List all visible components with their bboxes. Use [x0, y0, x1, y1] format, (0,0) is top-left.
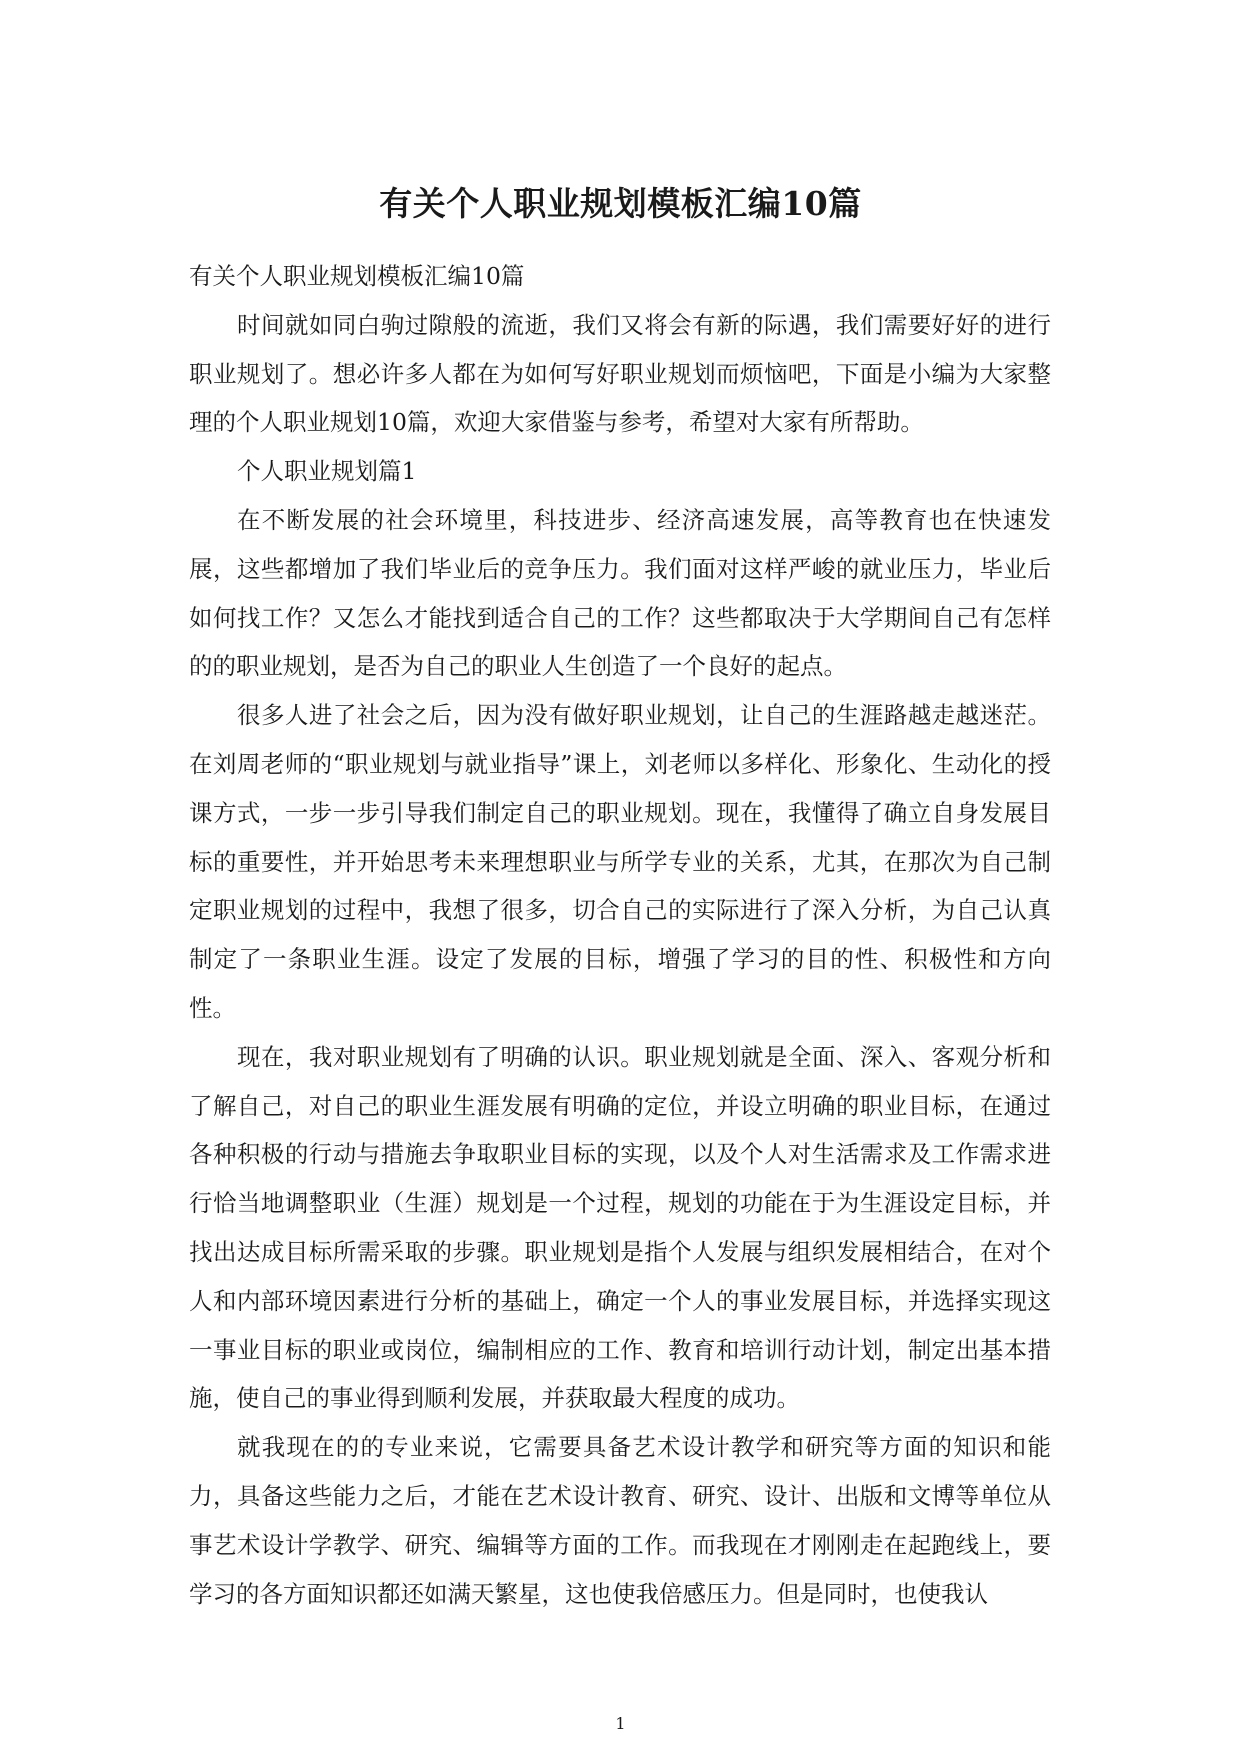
intro-paragraph: 时间就如同白驹过隙般的流逝，我们又将会有新的际遇，我们需要好好的进行职业规划了。想必许多人都在为如何写好职业规划而烦恼吧，下面是小编为大家整理的个人职业规划10篇，欢迎大家借鉴与参考，希望对大家有所帮助。 — [189, 310, 1051, 437]
document-title: 有关个人职业规划模板汇编10篇 — [379, 184, 862, 223]
body-paragraph: 很多人进了社会之后，因为没有做好职业规划，让自己的生涯路越走越迷茫。在刘周老师的“职业规划与就业指导”课上，刘老师以多样化、形象化、生动化的授课方式，一步一步引导我们制定自己的职业规划。现在，我懂得了确立自身发展目标的重要性，并开始思考未来理想职业与所学专业的关系，尤其，在那次为自己制定职业规划的过程中，我想了很多，切合自己的实际进行了深入分析，为自己认真制定了一条职业生涯。设定了发展的目标，增强了学习的目的性、积极性和方向性。 — [189, 701, 1051, 1022]
document-body — [189, 252, 1051, 1618]
page-number: 1 — [615, 1714, 626, 1733]
body-paragraph: 就我现在的的专业来说，它需要具备艺术设计教学和研究等方面的知识和能力，具备这些能力之后，才能在艺术设计教育、研究、设计、出版和文博等单位从事艺术设计学教学、研究、编辑等方面的工作。而我现在才刚刚走在起跑线上，要学习的各方面知识都还如满天繁星，这也使我倍感压力。但是同时，也使我认 — [189, 1433, 1051, 1608]
body-paragraph: 现在，我对职业规划有了明确的认识。职业规划就是全面、深入、客观分析和了解自己，对自己的职业生涯发展有明确的定位，并设立明确的职业目标，在通过各种积极的行动与措施去争取职业目标的实现，以及个人对生活需求及工作需求进行恰当地调整职业（生涯）规划是一个过程，规划的功能在于为生涯设定目标，并找出达成目标所需采取的步骤。职业规划是指个人发展与组织发展相结合，在对个人和内部环境因素进行分析的基础上，确定一个人的事业发展目标，并选择实现这一事业目标的职业或岗位，编制相应的工作、教育和培训行动计划，制定出基本措施，使自己的事业得到顺利发展，并获取最大程度的成功。 — [189, 1042, 1051, 1413]
body-paragraph: 在不断发展的社会环境里，科技进步、经济高速发展，高等教育也在快速发展，这些都增加了我们毕业后的竞争压力。我们面对这样严峻的就业压力，毕业后如何找工作？又怎么才能找到适合自己的工作？这些都取决于大学期间自己有怎样的的职业规划，是否为自己的职业人生创造了一个良好的起点。 — [189, 505, 1051, 681]
section-heading: 个人职业规划篇1 — [237, 457, 417, 486]
document-subtitle: 有关个人职业规划模板汇编10篇 — [189, 262, 525, 290]
